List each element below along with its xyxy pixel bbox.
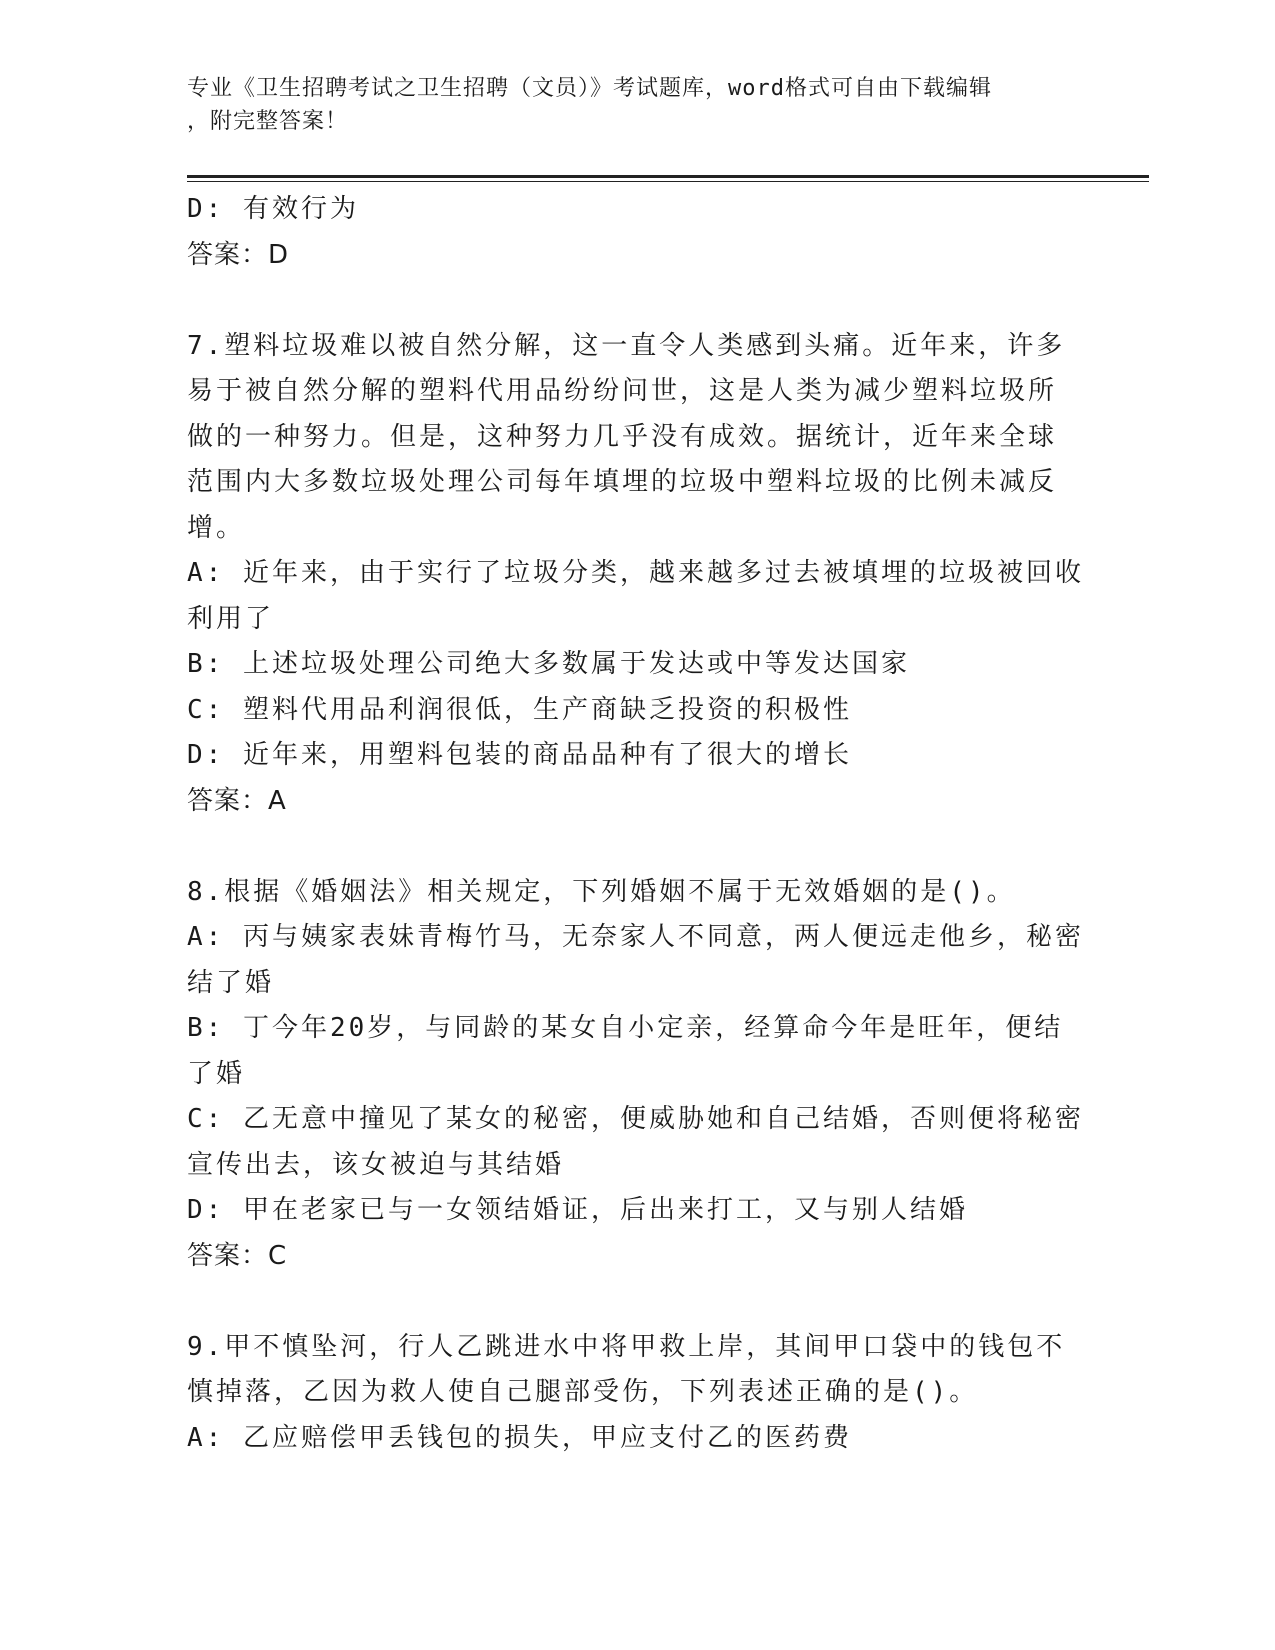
question-stem-line: 增。 (187, 512, 246, 543)
question-stem-line: 慎掉落，乙因为救人使自己腿部受伤，下列表述正确的是()。 (187, 1377, 979, 1407)
header-divider-thin (187, 181, 1149, 182)
option-a: A: 近年来，由于实行了垃圾分类，越来越多过去被填埋的垃圾被回收 (187, 558, 1084, 588)
question-6-tail (187, 187, 1087, 278)
option-b-continued: 了婚 (187, 1058, 246, 1089)
question-stem-line: 8.根据《婚姻法》相关规定，下列婚姻不属于无效婚姻的是()。 (187, 876, 1016, 907)
option-c: C: 塑料代用品利润很低，生产商缺乏投资的积极性 (187, 694, 852, 725)
question-stem-line: 9.甲不慎坠河，行人乙跳进水中将甲救上岸，其间甲口袋中的钱包不 (187, 1331, 1066, 1362)
option-b: B: 丁今年20岁，与同龄的某女自小定亲，经算命今年是旺年，便结 (187, 1013, 1064, 1043)
answer-line: 答案：C (187, 1240, 288, 1271)
option-a: A: 乙应赔偿甲丢钱包的损失，甲应支付乙的医药费 (187, 1422, 852, 1453)
option-d: D: 近年来，用塑料包装的商品品种有了很大的增长 (187, 740, 852, 770)
header-line-1: 专业《卫生招聘考试之卫生招聘（文员）》考试题库，word格式可自由下载编辑 (187, 76, 992, 101)
spacer (187, 1279, 1087, 1325)
option-c: C: 乙无意中撞见了某女的秘密，便威胁她和自己结婚，否则便将秘密 (187, 1104, 1084, 1134)
answer-line: 答案：A (187, 785, 287, 816)
option-a: A: 丙与姨家表妹青梅竹马，无奈家人不同意，两人便远走他乡，秘密 (187, 922, 1084, 952)
option-c-continued: 宣传出去，该女被迫与其结婚 (187, 1149, 565, 1180)
question-stem-line: 7.塑料垃圾难以被自然分解，这一直令人类感到头痛。近年来，许多 (187, 330, 1066, 361)
header-line-2: ，附完整答案！ (187, 109, 349, 134)
page-header (187, 72, 1087, 138)
option-a-continued: 结了婚 (187, 967, 275, 998)
question-stem-line: 做的一种努力。但是，这种努力几乎没有成效。据统计，近年来全球 (187, 421, 1058, 452)
option-d: D: 有效行为 (187, 194, 359, 224)
document-body (187, 187, 1087, 1461)
spacer (187, 824, 1087, 870)
option-a-continued: 利用了 (187, 603, 275, 634)
question-stem-line: 易于被自然分解的塑料代用品纷纷问世，这是人类为减少塑料垃圾所 (187, 376, 1058, 406)
question-stem-line: 范围内大多数垃圾处理公司每年填埋的垃圾中塑料垃圾的比例未减反 (187, 467, 1058, 497)
spacer (187, 278, 1087, 324)
question-8 (187, 870, 1087, 1280)
answer-line: 答案：D (187, 239, 290, 270)
option-d: D: 甲在老家已与一女领结婚证，后出来打工，又与别人结婚 (187, 1195, 968, 1225)
header-divider-thick (187, 175, 1149, 178)
question-7 (187, 324, 1087, 825)
question-9 (187, 1325, 1087, 1462)
option-b: B: 上述垃圾处理公司绝大多数属于发达或中等发达国家 (187, 649, 910, 679)
